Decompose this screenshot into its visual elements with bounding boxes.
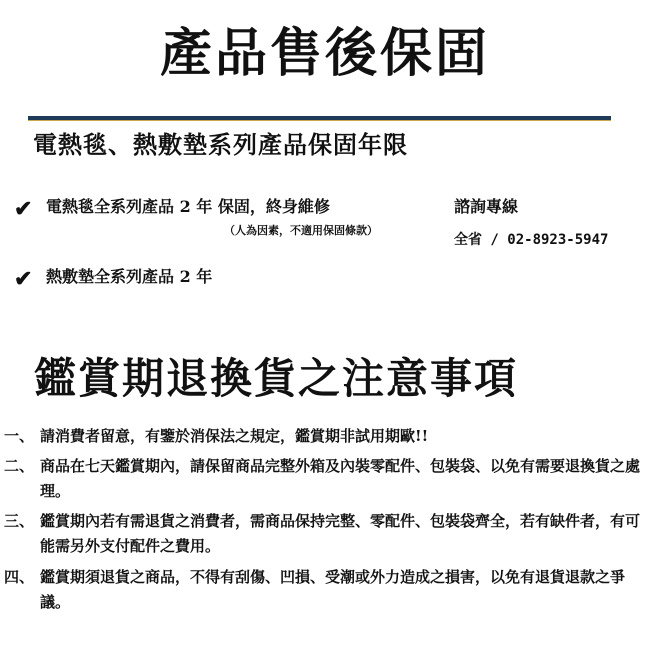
notice-item (4, 509, 644, 559)
notice-item-number: 一、 (4, 427, 35, 445)
checkmark-icon: ✔ (14, 266, 33, 292)
warranty-item-note: （人為因素，不適用保固條款） (224, 224, 378, 237)
notice-item-text: 商品在七天鑑賞期內，請保留商品完整外箱及內裝零配件、包裝袋、以免有需要退換貨之處理。 (40, 457, 641, 500)
notice-item (4, 424, 644, 449)
warranty-heading: 電熱毯、熱敷墊系列產品保固年限 (33, 130, 408, 159)
notice-item-text: 鑑賞期須退貨之商品，不得有刮傷、凹損、受潮或外力造成之損害，以免有退貨退款之爭議。 (40, 568, 626, 611)
notice-heading: 鑑賞期退換貨之注意事項 (34, 354, 519, 403)
notice-item-number: 四、 (4, 568, 35, 586)
hotline-title: 諮詢專線 (454, 197, 519, 216)
notice-item-text: 鑑賞期內若有需退貨之消費者，需商品保持完整、零配件、包裝袋齊全，若有缺件者，有可能需另外支付配件之費用。 (40, 512, 641, 555)
checkmark-icon: ✔ (14, 196, 33, 222)
notice-item (4, 565, 644, 615)
warranty-item-pad: 熱敷墊全系列產品 2 年 (46, 267, 213, 286)
warranty-item-blanket: 電熱毯全系列產品 2 年 保固，終身維修 (46, 197, 330, 216)
page-title: 產品售後保固 (159, 23, 490, 84)
notice-item-number: 二、 (4, 457, 35, 475)
notice-item (4, 454, 644, 504)
notice-item-text: 請消費者留意，有鑒於消保法之規定，鑑賞期非試用期歐!! (40, 427, 429, 445)
hotline-number: 全省 / 02-8923-5947 (454, 232, 609, 248)
notice-item-number: 三、 (4, 512, 35, 530)
title-divider (28, 116, 611, 121)
